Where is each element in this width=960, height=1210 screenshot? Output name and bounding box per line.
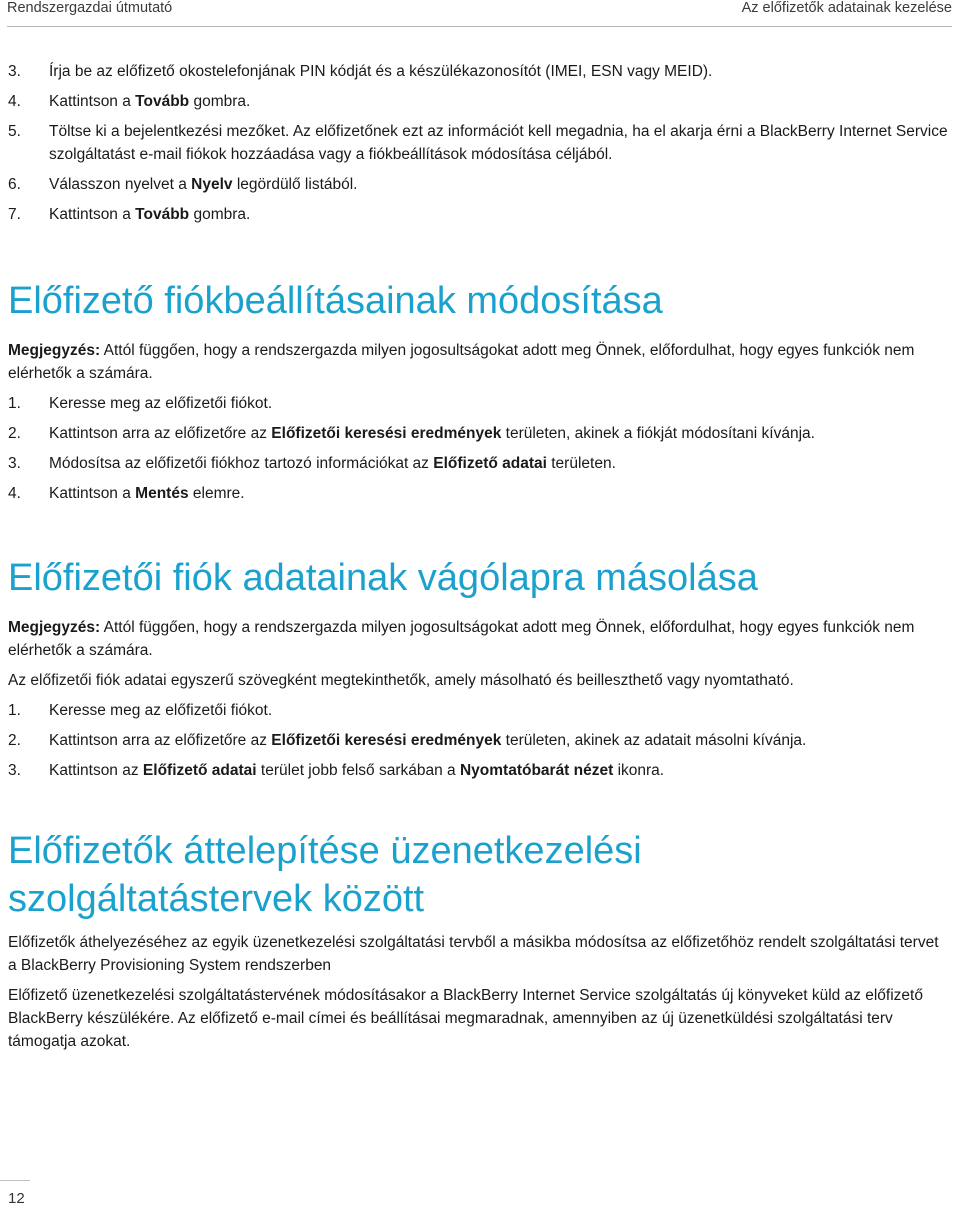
footer-divider: [0, 1180, 30, 1181]
text-run: Válasszon nyelvet a: [49, 176, 192, 193]
step-text: [49, 93, 250, 110]
step-item: [8, 699, 948, 722]
text-run: elemre.: [188, 485, 245, 502]
bold-text: Tovább: [135, 93, 190, 110]
step-item: [8, 482, 948, 505]
bold-text: Előfizetői keresési eredmények: [271, 732, 502, 749]
page-header: [7, 0, 952, 34]
step-text: [49, 206, 250, 223]
section-heading-modify-account: Előfizető fiókbeállításainak módosítása: [8, 280, 663, 322]
text-run: Töltse ki a bejelentkezési mezőket. Az előfizetőnek ezt az információt kell megadnia, ha el akarja érni a BlackBerry Internet Service szolgáltatást e-mail fiókok hozzáadása vagy a fiókbeállítások módosítása céljából.: [49, 123, 948, 163]
text-run: Módosítsa az előfizetői fiókhoz tartozó információkat az: [49, 455, 434, 472]
body-paragraph: Előfizető üzenetkezelési szolgáltatástervének módosításakor a BlackBerry Internet Service szolgáltatás új könyveket küld az előfizető BlackBerry készülékére. Az előfizető e-mail címei és beállításai megmaradnak, amennyiben az új üzenetküldési szolgáltatási terv támogatja azokat.: [8, 987, 923, 1050]
step-text: [49, 425, 815, 442]
step-number: 5.: [8, 123, 21, 140]
step-text: [49, 455, 616, 472]
text-run: Kattintson a: [49, 93, 136, 110]
step-number: 3.: [8, 455, 21, 472]
text-run: gombra.: [189, 93, 251, 110]
step-text: [49, 123, 948, 163]
bold-text: Mentés: [135, 485, 189, 502]
text-run: Keresse meg az előfizetői fiókot.: [49, 395, 273, 412]
section-heading-line: szolgáltatástervek között: [8, 878, 425, 920]
step-item: [8, 452, 948, 475]
step-item: [8, 392, 948, 415]
section-heading-migrate-subscribers: [8, 827, 948, 923]
header-chapter-title: Az előfizetők adatainak kezelése: [741, 0, 952, 16]
header-document-title: Rendszergazdai útmutató: [7, 0, 173, 16]
bold-text: Tovább: [135, 206, 190, 223]
step-number: 3.: [8, 762, 21, 779]
step-item: [8, 422, 948, 445]
section-heading-line: Előfizetők áttelepítése üzenetkezelési: [8, 830, 642, 872]
bold-text: Előfizető adatai: [433, 455, 547, 472]
text-run: területen, akinek a fiókját módosítani kívánja.: [501, 425, 815, 442]
bold-text: Előfizetői keresési eredmények: [271, 425, 502, 442]
text-run: terület jobb felső sarkában a: [256, 762, 460, 779]
step-number: 4.: [8, 485, 21, 502]
text-run: Kattintson arra az előfizetőre az: [49, 425, 272, 442]
text-run: Kattintson arra az előfizetőre az: [49, 732, 272, 749]
copy-account-step-list: [8, 699, 948, 782]
step-number: 2.: [8, 732, 21, 749]
step-text: [49, 732, 806, 749]
text-run: Kattintson a: [49, 485, 136, 502]
modify-account-step-list: [8, 392, 948, 505]
text-run: Attól függően, hogy a rendszergazda milyen jogosultságokat adott meg Önnek, előfordulhat, hogy egyes funkciók nem elérhetők a számára.: [8, 619, 915, 659]
text-run: területen, akinek az adatait másolni kívánja.: [501, 732, 807, 749]
note-paragraph: [8, 616, 948, 662]
bold-text: Megjegyzés:: [8, 619, 101, 636]
header-divider: [7, 26, 952, 27]
bold-text: Megjegyzés:: [8, 342, 101, 359]
step-text: [49, 702, 272, 719]
section-heading-copy-account: Előfizetői fiók adatainak vágólapra másolása: [8, 557, 758, 599]
text-run: Kattintson az: [49, 762, 143, 779]
text-run: Keresse meg az előfizetői fiókot.: [49, 702, 273, 719]
step-number: 4.: [8, 93, 21, 110]
step-item: [8, 173, 948, 196]
bold-text: Nyelv: [191, 176, 233, 193]
step-number: 7.: [8, 206, 21, 223]
step-item: [8, 120, 948, 166]
page-content: [8, 60, 948, 1060]
text-run: Írja be az előfizető okostelefonjának PIN kódját és a készülékazonosítót (IMEI, ESN vagy MEID).: [49, 63, 713, 80]
step-number: 1.: [8, 395, 21, 412]
step-item: [8, 203, 948, 226]
intro-step-list: [8, 60, 948, 226]
body-paragraph: Az előfizetői fiók adatai egyszerű szövegként megtekinthetők, amely másolható és beilleszthető vagy nyomtatható.: [8, 672, 794, 689]
step-item: [8, 90, 948, 113]
bold-text: Nyomtatóbarát nézet: [459, 762, 614, 779]
note-paragraph: [8, 339, 948, 385]
bold-text: Előfizető adatai: [142, 762, 257, 779]
step-number: 3.: [8, 63, 21, 80]
text-run: ikonra.: [613, 762, 665, 779]
text-run: Attól függően, hogy a rendszergazda milyen jogosultságokat adott meg Önnek, előfordulhat, hogy egyes funkciók nem elérhetők a számára.: [8, 342, 915, 382]
text-run: legördülő listából.: [232, 176, 358, 193]
text-run: területen.: [546, 455, 616, 472]
step-number: 1.: [8, 702, 21, 719]
step-text: [49, 762, 664, 779]
step-text: [49, 395, 272, 412]
step-number: 6.: [8, 176, 21, 193]
step-text: [49, 485, 245, 502]
text-run: Kattintson a: [49, 206, 136, 223]
step-number: 2.: [8, 425, 21, 442]
step-text: [49, 176, 358, 193]
page-number: 12: [8, 1190, 25, 1207]
step-item: [8, 729, 948, 752]
step-text: [49, 63, 712, 80]
text-run: gombra.: [189, 206, 251, 223]
step-item: [8, 60, 948, 83]
step-item: [8, 759, 948, 782]
body-paragraph: Előfizetők áthelyezéséhez az egyik üzenetkezelési szolgáltatási tervből a másikba módosítsa az előfizetőhöz rendelt szolgáltatási tervet a BlackBerry Provisioning System rendszerben: [8, 934, 939, 974]
